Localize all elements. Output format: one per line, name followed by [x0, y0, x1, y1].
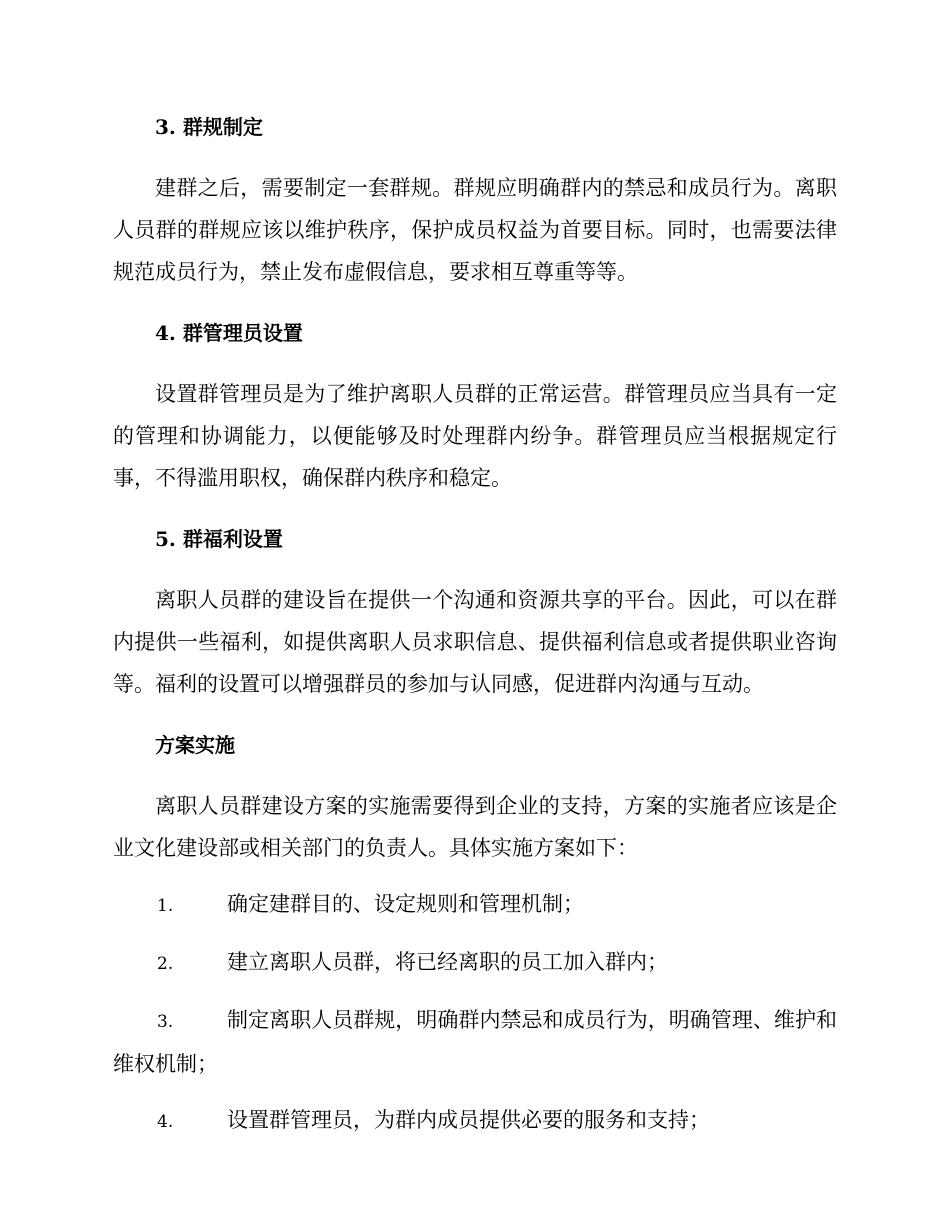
list-item — [113, 999, 837, 1085]
section-paragraph: 离职人员群的建设旨在提供一个沟通和资源共享的平台。因此，可以在群内提供一些福利，如提供离职人员求职信息、提供福利信息或者提供职业咨询等。福利的设置可以增强群员的参加与认同感，促进群内沟通与互动。 — [113, 588, 837, 696]
list-item-text: 设置群管理员，为群内成员提供必要的服务和支持； — [227, 1108, 710, 1132]
section-paragraph: 设置群管理员是为了维护离职人员群的正常运营。群管理员应当具有一定的管理和协调能力，以便能够及时处理群内纷争。群管理员应当根据规定行事，不得滥用职权，确保群内秩序和稳定。 — [113, 382, 837, 490]
list-item-text: 建立离职人员群，将已经离职的员工加入群内； — [227, 950, 668, 974]
section-paragraph: 建群之后，需要制定一套群规。群规应明确群内的禁忌和成员行为。离职人员群的群规应该以维护秩序，保护成员权益为首要目标。同时，也需要法律规范成员行为，禁止发布虚假信息，要求相互尊重等等。 — [113, 176, 837, 284]
list-item-number: 2. — [157, 954, 174, 974]
list-item-number: 4. — [157, 1112, 174, 1132]
section-heading: 3. 群规制定 — [155, 115, 263, 139]
list-item-number: 3. — [157, 1012, 174, 1032]
section-paragraph: 离职人员群建设方案的实施需要得到企业的支持，方案的实施者应该是企业文化建设部或相关部门的负责人。具体实施方案如下： — [113, 794, 837, 860]
section-heading: 5. 群福利设置 — [155, 527, 283, 551]
list-item — [113, 1099, 837, 1143]
list-item — [113, 941, 837, 985]
list-item-text: 确定建群目的、设定规则和管理机制； — [227, 892, 584, 916]
list-item — [113, 883, 837, 927]
section-heading: 4. 群管理员设置 — [155, 321, 303, 345]
list-item-text: 制定离职人员群规，明确群内禁忌和成员行为，明确管理、维护和维权机制； — [113, 1008, 837, 1076]
list-item-number: 1. — [157, 896, 174, 916]
section-heading: 方案实施 — [155, 733, 235, 757]
